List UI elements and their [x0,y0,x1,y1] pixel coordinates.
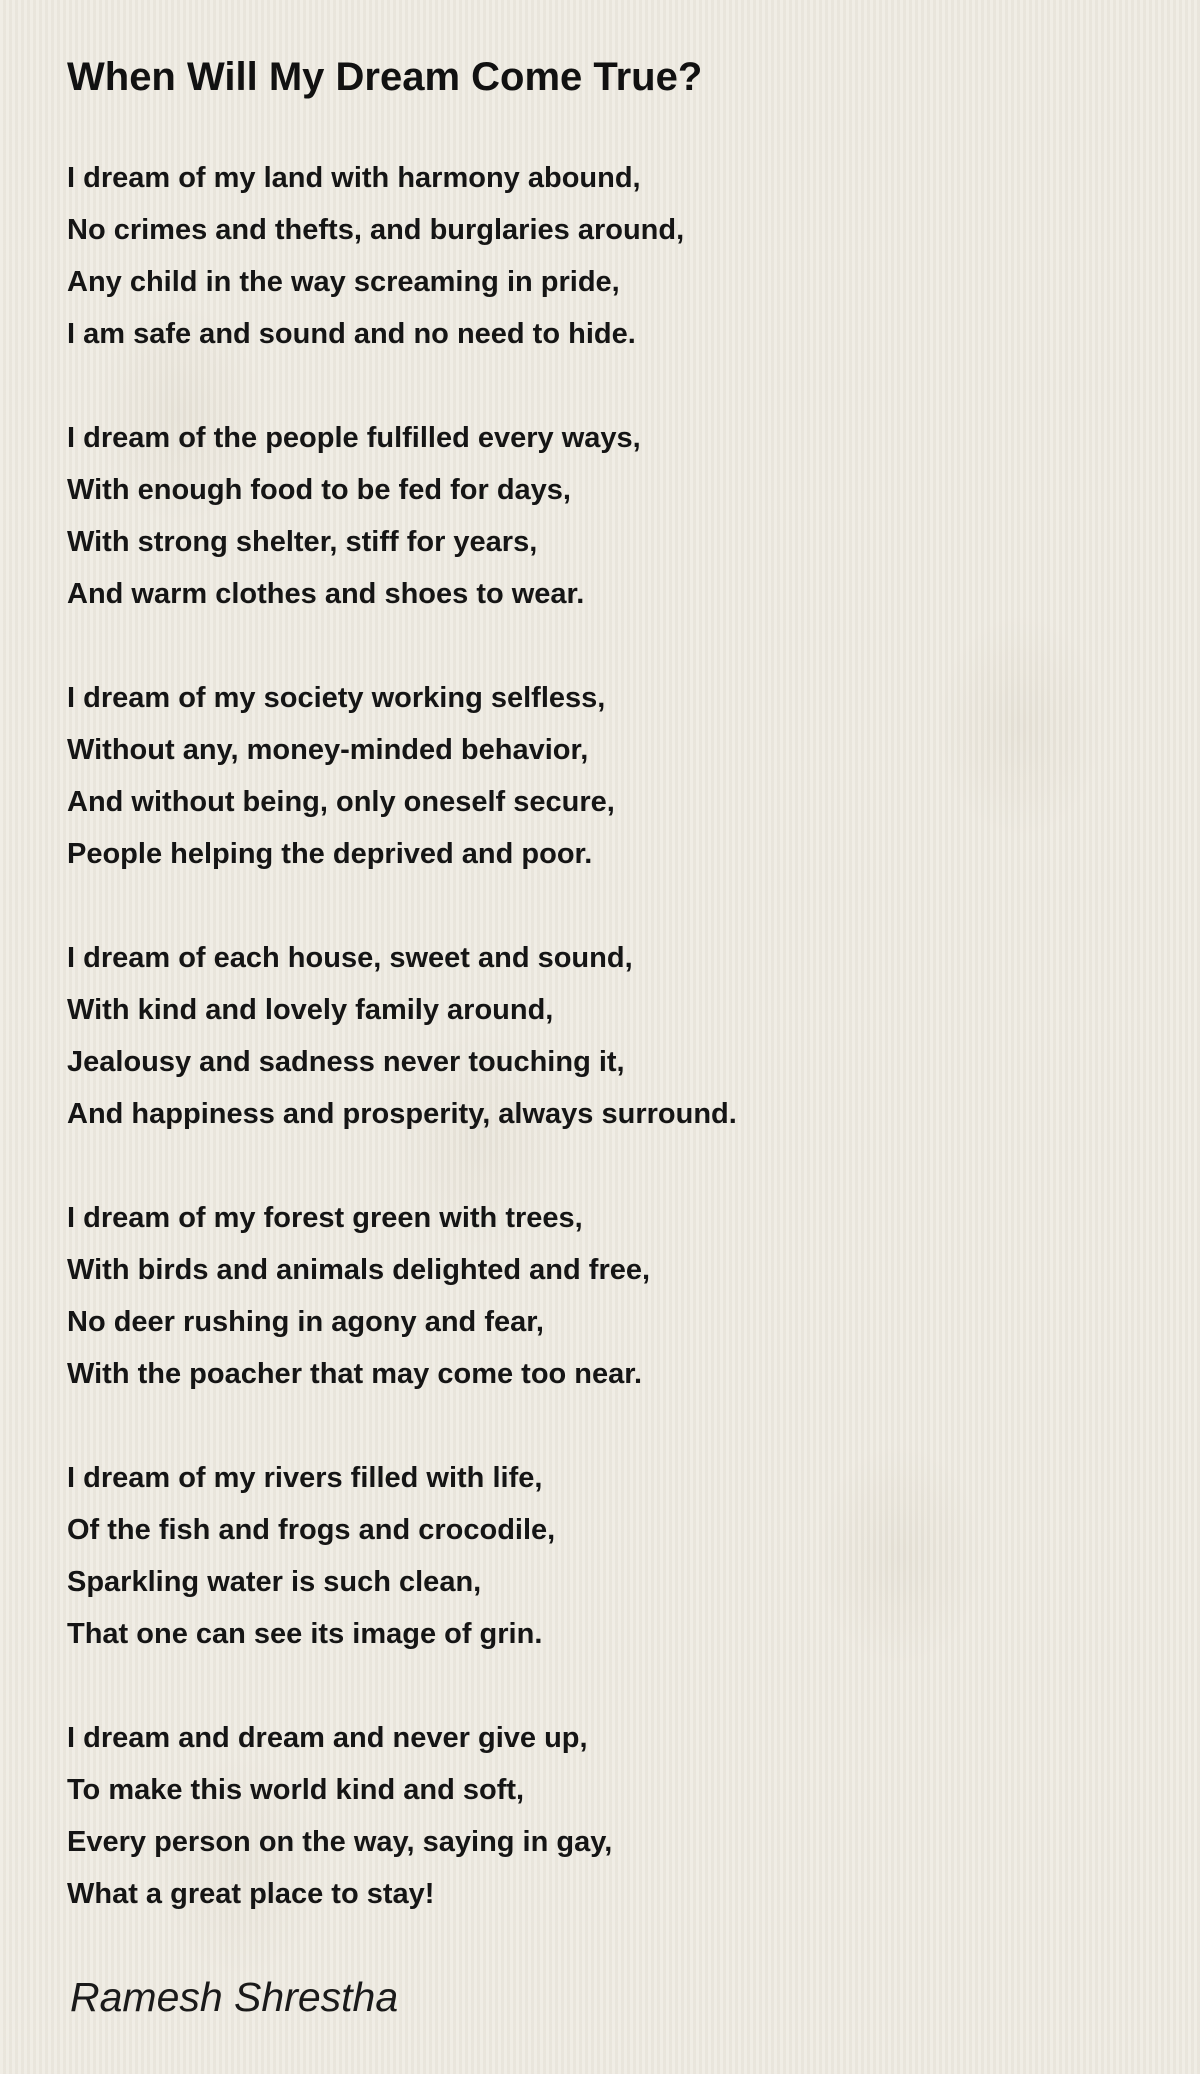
verse-line: Jealousy and sadness never touching it, [67,1046,625,1078]
verse-line: I dream of my forest green with trees, [67,1202,583,1234]
verse-line: And without being, only oneself secure, [67,786,615,818]
stanza-6 [67,1452,1147,1660]
verse-line: To make this world kind and soft, [67,1774,525,1806]
verse-line: Without any, money-minded behavior, [67,734,589,766]
verse-line: No crimes and thefts, and burglaries around, [67,214,685,246]
verse-line: That one can see its image of grin. [67,1618,543,1650]
verse-line: With kind and lovely family around, [67,994,554,1026]
poem-page [67,52,1147,1972]
verse-line: Every person on the way, saying in gay, [67,1826,613,1858]
verse-line: What a great place to stay! [67,1878,435,1910]
verse-line: Sparkling water is such clean, [67,1566,482,1598]
verse-line: And warm clothes and shoes to wear. [67,578,585,610]
verse-line: I dream of the people fulfilled every ways, [67,422,641,454]
verse-line: I dream and dream and never give up, [67,1722,588,1754]
poem-title: When Will My Dream Come True? [67,55,703,99]
stanza-7 [67,1712,1147,1920]
verse-line: I dream of my society working selfless, [67,682,606,714]
stanza-4 [67,932,1147,1140]
verse-line: With strong shelter, stiff for years, [67,526,538,558]
stanza-2 [67,412,1147,620]
verse-line: I dream of each house, sweet and sound, [67,942,633,974]
verse-line: With birds and animals delighted and free, [67,1254,651,1286]
verse-line: With the poacher that may come too near. [67,1358,643,1390]
verse-line: And happiness and prosperity, always surround. [67,1098,737,1130]
verse-line: Of the fish and frogs and crocodile, [67,1514,556,1546]
verse-line: I dream of my land with harmony abound, [67,162,641,194]
poem-body [67,152,1147,1920]
verse-line: I dream of my rivers filled with life, [67,1462,543,1494]
poem-author: Ramesh Shrestha [70,1974,399,2020]
stanza-1 [67,152,1147,360]
verse-line: With enough food to be fed for days, [67,474,571,506]
stanza-3 [67,672,1147,880]
stanza-5 [67,1192,1147,1400]
verse-line: People helping the deprived and poor. [67,838,593,870]
verse-line: No deer rushing in agony and fear, [67,1306,544,1338]
verse-line: I am safe and sound and no need to hide. [67,318,636,350]
verse-line: Any child in the way screaming in pride, [67,266,620,298]
